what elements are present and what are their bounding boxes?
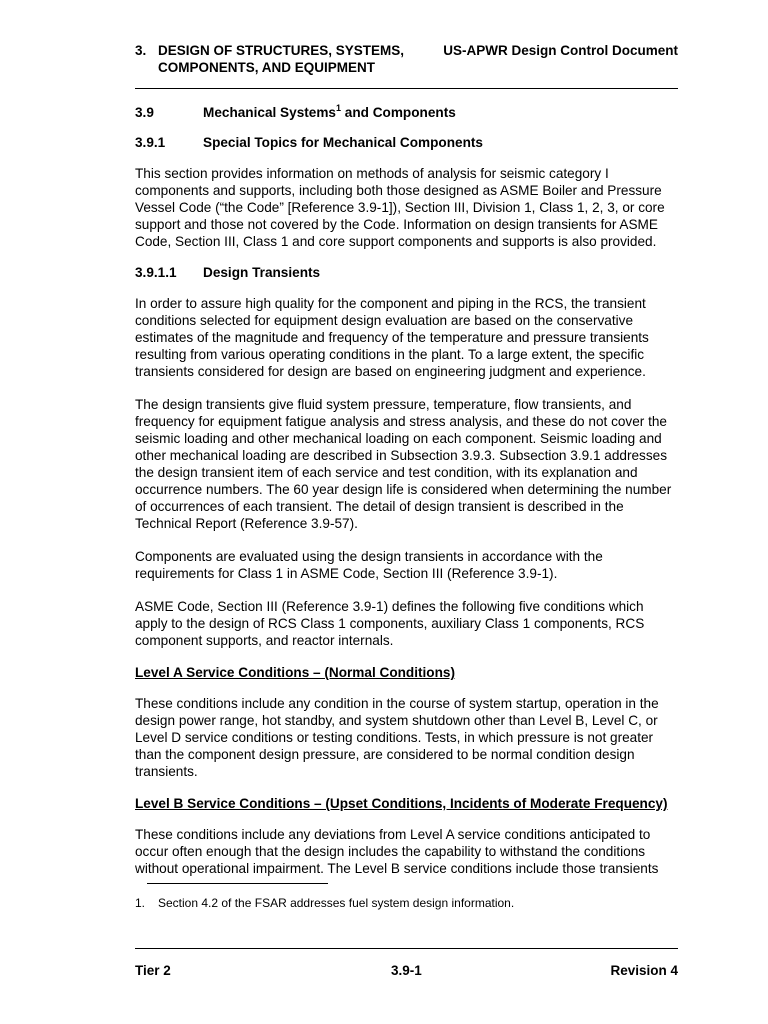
page-number: 3.9-1: [391, 963, 422, 978]
paragraph-quality: In order to assure high quality for the component and piping in the RCS, the transient conditions selected for equipment design evaluation are based on the conservative estimates of the magnitude and frequency of the temperature and pressure transients resulting from various operating conditions in the plant. To a large extent, the specific transients considered for design are based on engineering judgment and experience.: [135, 296, 649, 379]
document-page: [135, 0, 678, 1024]
level-b-heading: Level B Service Conditions – (Upset Conditions, Incidents of Moderate Frequency): [135, 796, 668, 811]
level-a-paragraph: These conditions include any condition in the course of system startup, operation in the design power range, hot standby, and system shutdown other than Level B, Level C, or Level D service conditions or testing conditions. Tests, in which pressure is not greater than the component design pressure, are considered to be normal condition design transients.: [135, 696, 659, 779]
footnote-text: Section 4.2 of the FSAR addresses fuel system design information.: [158, 896, 515, 910]
footnote-rule: [147, 883, 328, 884]
page-header: [135, 42, 678, 82]
section-heading: [135, 104, 678, 121]
page-footer: [135, 962, 678, 980]
document-body: [135, 100, 678, 877]
footnote-marker: 1: [335, 103, 341, 113]
footer-rule: [135, 948, 678, 949]
document-title: US-APWR Design Control Document: [443, 43, 678, 58]
footnote-number: 1.: [135, 896, 146, 910]
section-title: Mechanical Systems: [203, 105, 336, 120]
paragraph-asme-conditions: ASME Code, Section III (Reference 3.9-1) defines the following five conditions which apply to the design of RCS Class 1 components, auxiliary Class 1 components, RCS component supports, and reactor internals.: [135, 599, 645, 648]
chapter-title-line-2: COMPONENTS, AND EQUIPMENT: [158, 60, 376, 75]
chapter-title: [158, 42, 428, 76]
level-a-heading: Level A Service Conditions – (Normal Conditions): [135, 665, 456, 680]
subsubsection-title: Design Transients: [203, 265, 321, 280]
section-number: 3.9: [135, 105, 154, 120]
paragraph-intro: This section provides information on methods of analysis for seismic category I components and supports, including both those designed as ASME Boiler and Pressure Vessel Code (“the Code” [Reference 3.9-1]), Section III, Division 1, Class 1, 2, 3, or core support and those not covered by the Code. Information on design transients for ASME Code, Section III, Class 1 and core support components and supports is also provided.: [135, 166, 665, 249]
paragraph-design-transients: The design transients give fluid system pressure, temperature, flow transients, and frequency for equipment fatigue analysis and stress analysis, and these do not cover the seismic loading and other mechanical loading on each component. Seismic loading and other mechanical loading are described in Subsection 3.9.3. Subsection 3.9.1 addresses the design transient item of each service and test condition, with its explanation and occurrence numbers. The 60 year design life is considered when determining the number of occurrences of each transient. The detail of design transient is described in the Technical Report (Reference 3.9-57).: [135, 397, 672, 531]
footer-revision: Revision 4: [610, 963, 678, 978]
level-b-paragraph: These conditions include any deviations from Level A service conditions anticipated to occur often enough that the design includes the capability to withstand the conditions without operational impairment. The Level B service conditions include those transients: [135, 827, 659, 876]
subsubsection-number: 3.9.1.1: [135, 265, 177, 280]
footer-tier: Tier 2: [135, 963, 171, 978]
subsection-heading: [135, 134, 678, 151]
subsection-title: Special Topics for Mechanical Components: [203, 135, 483, 150]
subsection-number: 3.9.1: [135, 135, 166, 150]
chapter-title-line-1: DESIGN OF STRUCTURES, SYSTEMS,: [158, 43, 405, 58]
section-title-suffix: and Components: [341, 105, 456, 120]
subsubsection-heading: [135, 264, 678, 281]
paragraph-evaluation: Components are evaluated using the design transients in accordance with the requirements for Class 1 in ASME Code, Section III (Reference 3.9-1).: [135, 549, 603, 581]
footnote: [135, 896, 678, 911]
chapter-number: 3.: [135, 43, 147, 58]
header-rule: [135, 88, 678, 89]
